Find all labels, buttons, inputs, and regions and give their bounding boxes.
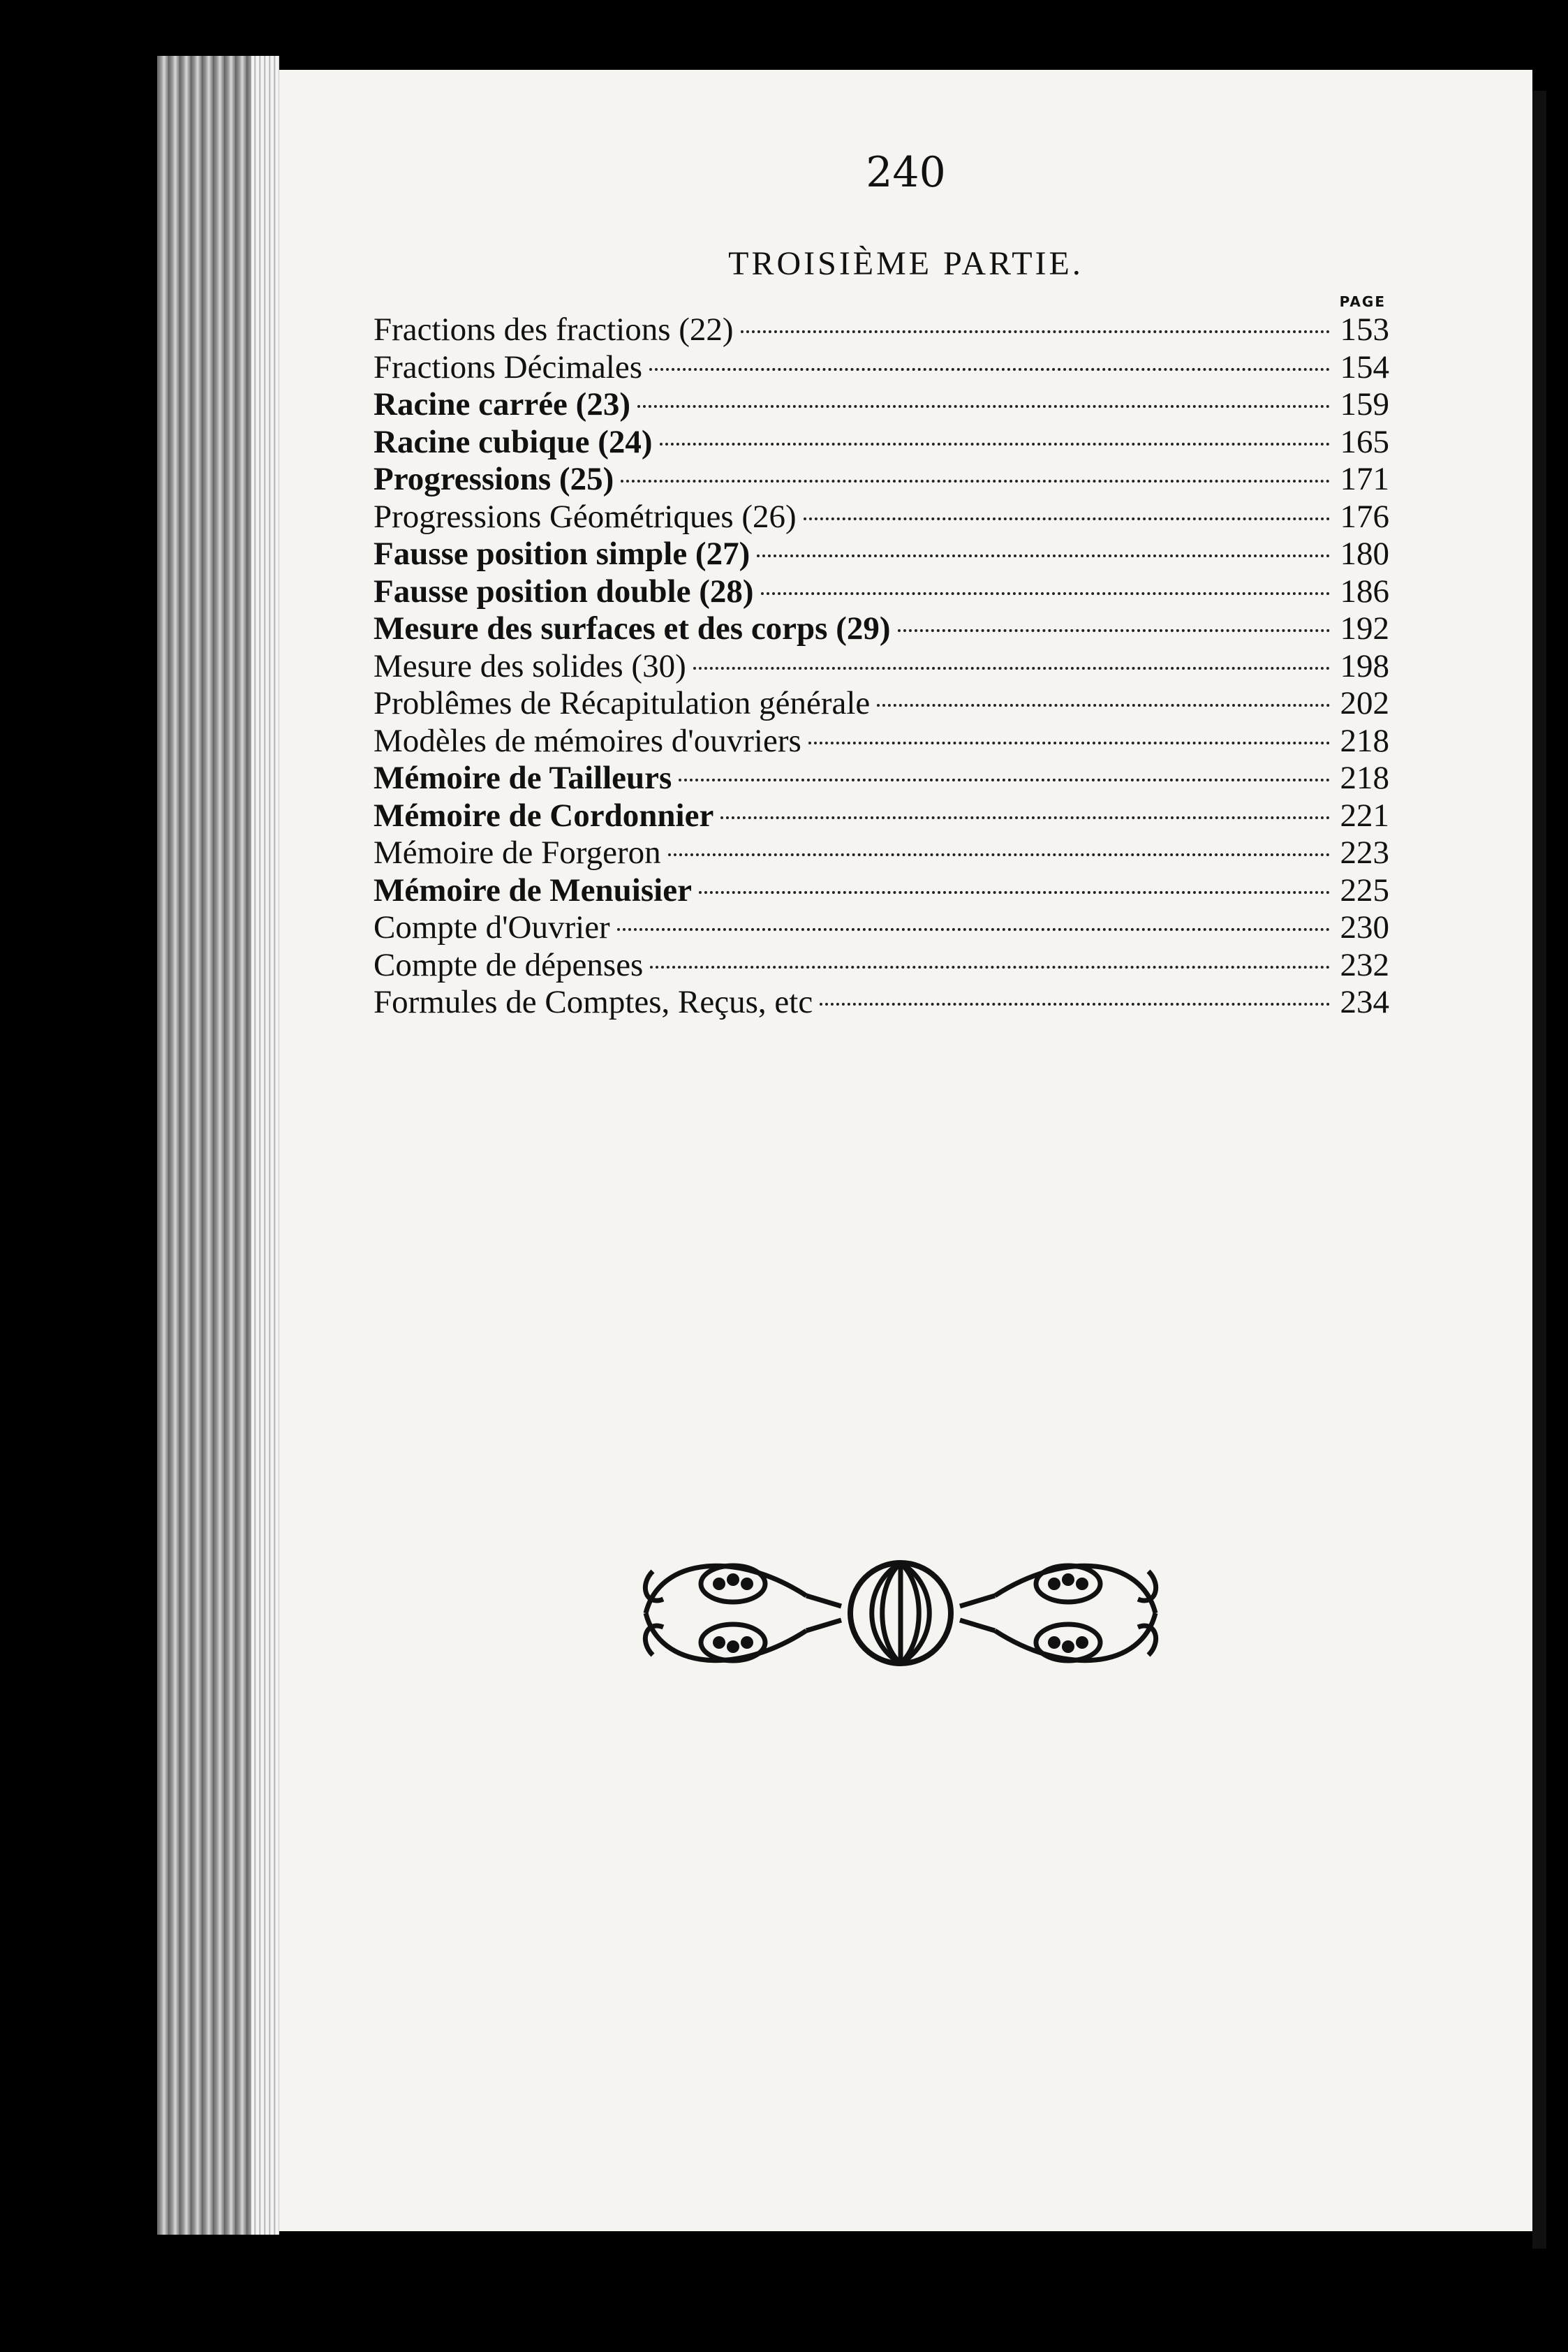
dot-leader [649,368,1330,371]
toc-entry-title: Mesure des surfaces et des corps (29) [373,610,891,647]
dot-leader [650,966,1330,969]
toc-entry-page: 171 [1340,461,1389,497]
book-page [279,70,1532,2231]
toc-entry-page: 218 [1340,722,1389,759]
dot-leader [637,405,1330,408]
toc-entry-title: Compte de dépenses [373,946,644,983]
toc-entry-page: 218 [1340,760,1389,796]
toc-entry-page: 176 [1340,498,1389,535]
toc-entry-title: Mémoire de Forgeron [373,835,661,871]
toc-entry-page: 234 [1340,984,1389,1020]
toc-entry-title: Modèles de mémoires d'ouvriers [373,722,801,759]
toc-entry-title: Racine carrée (23) [373,386,630,422]
toc-entry [373,535,1389,573]
page-edge [157,56,279,2235]
dot-leader [699,891,1330,894]
dot-leader [741,330,1330,333]
toc-entry-page: 221 [1340,797,1389,834]
toc-entry [373,797,1389,835]
dot-leader [621,480,1330,483]
toc-entry-title: Fausse position simple (27) [373,536,750,572]
toc-entry [373,684,1389,722]
toc-entry [373,872,1389,909]
toc-entry-title: Mémoire de Tailleurs [373,760,672,796]
dot-leader [668,853,1330,856]
toc-entry-title: Fractions des fractions (22) [373,311,734,348]
page-number: 240 [866,148,946,197]
dot-leader [761,592,1330,595]
dot-leader [679,779,1330,781]
toc-entry [373,909,1389,946]
toc-entry [373,460,1389,498]
floral-tailpiece-icon [632,1529,1169,1697]
toc-entry-page: 180 [1340,536,1389,572]
dot-leader [660,443,1331,446]
dot-leader [804,517,1330,520]
dot-leader [820,1003,1330,1006]
toc-entry-title: Fractions Décimales [373,348,643,385]
toc-entry [373,423,1389,461]
toc-entry [373,647,1389,685]
toc-entry-page: 186 [1340,573,1389,610]
toc-entry-title: Mesure des solides (30) [373,647,686,684]
toc-entry-page: 223 [1340,835,1389,871]
part-title: TROISIÈME PARTIE. [728,245,1083,282]
toc-entry-title: Mémoire de Menuisier [373,872,692,909]
toc-entry-page: 230 [1340,909,1389,946]
toc-entry [373,946,1389,984]
dot-leader [720,816,1330,819]
dot-leader [898,629,1330,632]
toc-entry-title: Racine cubique (24) [373,423,653,460]
toc-entry-page: 159 [1340,386,1389,422]
toc-entry [373,834,1389,872]
dot-leader [877,704,1330,707]
toc-entry-page: 225 [1340,872,1389,909]
toc-entry [373,498,1389,536]
toc-entry [373,311,1389,348]
toc-entry [373,983,1389,1021]
toc-entry-title: Formules de Comptes, Reçus, etc [373,984,813,1020]
dot-leader [617,928,1330,931]
toc-entry-page: 232 [1340,946,1389,983]
dot-leader [757,554,1330,557]
book-right-edge [1532,91,1546,2249]
toc-entry-page: 153 [1340,311,1389,348]
toc-entry-title: Problêmes de Récapitulation générale [373,685,871,721]
toc-entry-title: Mémoire de Cordonnier [373,797,714,834]
table-of-contents [373,311,1389,1021]
dot-leader [808,742,1330,744]
toc-entry [373,610,1389,647]
toc-entry-page: 154 [1340,348,1389,385]
page-column-header: PAGE [1339,293,1386,310]
toc-entry-page: 192 [1340,610,1389,647]
toc-entry [373,385,1389,423]
toc-entry-title: Fausse position double (28) [373,573,754,610]
toc-entry-title: Progressions (25) [373,461,614,497]
toc-entry-title: Progressions Géométriques (26) [373,498,797,535]
fore-edge-leaves [251,56,279,2235]
toc-entry-title: Compte d'Ouvrier [373,909,610,946]
toc-entry [373,759,1389,797]
dot-leader [693,667,1330,670]
toc-entry-page: 165 [1340,423,1389,460]
toc-entry [373,573,1389,610]
toc-entry [373,722,1389,760]
toc-entry [373,348,1389,386]
toc-entry-page: 198 [1340,647,1389,684]
toc-entry-page: 202 [1340,685,1389,721]
